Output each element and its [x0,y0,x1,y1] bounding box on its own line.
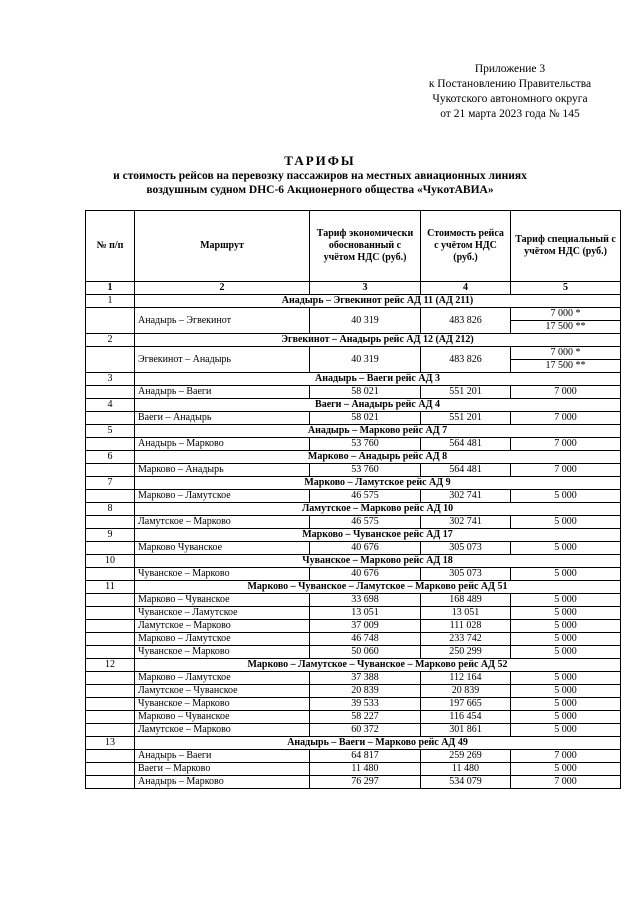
route-cell: Анадырь – Ваеги [135,750,310,763]
group-number: 2 [86,334,135,347]
special-tariff-cell: 5 000 [511,763,621,776]
route-group-header-row [86,399,621,412]
column-number: 2 [135,282,310,295]
special-tariff-cell: 5 000 [511,724,621,737]
group-number: 4 [86,399,135,412]
table-row [86,724,621,737]
route-group-header-row [86,451,621,464]
group-title: Эгвекинот – Анадырь рейс АД 12 (АД 212) [135,334,621,347]
route-cell: Анадырь – Марково [135,776,310,789]
group-title: Марково – Чуванское рейс АД 17 [135,529,621,542]
cost-cell: 551 201 [421,412,511,425]
title-sub: и стоимость рейсов на перевозку пассажиров на местных авиационных линиях [113,170,527,182]
annex-line: Приложение 3 [474,63,546,75]
table-row [86,568,621,581]
empty-num-cell [86,568,135,581]
route-group-header-row [86,295,621,308]
route-group-header-row [86,334,621,347]
empty-num-cell [86,685,135,698]
annex-block [385,62,635,122]
special-tariff-cell: 5 000 [511,620,621,633]
table-row [86,750,621,763]
tariff-cell: 64 817 [310,750,421,763]
group-title: Марково – Анадырь рейс АД 8 [135,451,621,464]
group-title: Анадырь – Эгвекинот рейс АД 11 (АД 211) [135,295,621,308]
table-row [86,620,621,633]
tariff-cell: 40 319 [310,347,421,373]
route-group-header-row [86,737,621,750]
cost-cell: 483 826 [421,347,511,373]
empty-num-cell [86,490,135,503]
cost-cell: 250 299 [421,646,511,659]
tariff-cell: 46 575 [310,490,421,503]
table-body [86,295,621,789]
group-number: 13 [86,737,135,750]
group-number: 7 [86,477,135,490]
header-route: Маршрут [135,211,310,282]
table-row [86,347,621,360]
special-tariff-cell: 7 000 [511,412,621,425]
document-title [0,152,640,197]
column-number-row [86,282,621,295]
group-title: Ваеги – Анадырь рейс АД 4 [135,399,621,412]
tariff-cell: 58 021 [310,386,421,399]
special-tariff-cell: 5 000 [511,516,621,529]
table-row [86,763,621,776]
group-title: Марково – Ламутское рейс АД 9 [135,477,621,490]
special-tariff-cell: 7 000 * [511,347,621,360]
cost-cell: 302 741 [421,516,511,529]
group-number: 1 [86,295,135,308]
empty-num-cell [86,698,135,711]
tariff-table [85,210,621,789]
table-row [86,308,621,321]
header-special: Тариф специальный с учётом НДС (руб.) [511,211,621,282]
cost-cell: 11 480 [421,763,511,776]
route-cell: Чуванское – Ламутское [135,607,310,620]
route-group-header-row [86,581,621,594]
table-row [86,711,621,724]
special-tariff-cell: 5 000 [511,711,621,724]
empty-num-cell [86,646,135,659]
empty-num-cell [86,672,135,685]
route-cell: Ламутское – Марково [135,620,310,633]
group-number: 3 [86,373,135,386]
route-cell: Марково Чуванское [135,542,310,555]
route-cell: Марково – Анадырь [135,464,310,477]
cost-cell: 534 079 [421,776,511,789]
tariff-cell: 46 575 [310,516,421,529]
cost-cell: 197 665 [421,698,511,711]
empty-num-cell [86,347,135,373]
cost-cell: 301 861 [421,724,511,737]
special-tariff-cell: 5 000 [511,698,621,711]
group-number: 8 [86,503,135,516]
group-number: 9 [86,529,135,542]
group-number: 11 [86,581,135,594]
cost-cell: 168 489 [421,594,511,607]
empty-num-cell [86,620,135,633]
special-tariff-cell: 17 500 ** [511,360,621,373]
table-row [86,594,621,607]
tariff-cell: 40 319 [310,308,421,334]
title-sub: воздушным судном DHC-6 Акционерного общества «ЧукотАВИА» [146,184,494,196]
table-row [86,672,621,685]
annex-line: к Постановлению Правительства [428,78,592,90]
special-tariff-cell: 7 000 [511,438,621,451]
tariff-cell: 53 760 [310,438,421,451]
cost-cell: 13 051 [421,607,511,620]
table-row [86,464,621,477]
special-tariff-cell: 5 000 [511,672,621,685]
table-row [86,776,621,789]
empty-num-cell [86,308,135,334]
special-tariff-cell: 17 500 ** [511,321,621,334]
tariff-cell: 58 021 [310,412,421,425]
route-cell: Ламутское – Марково [135,724,310,737]
cost-cell: 233 742 [421,633,511,646]
group-number: 6 [86,451,135,464]
table-row [86,542,621,555]
route-cell: Анадырь – Ваеги [135,386,310,399]
empty-num-cell [86,542,135,555]
table-row [86,516,621,529]
route-group-header-row [86,659,621,672]
table-header-row [86,211,621,282]
table-row [86,607,621,620]
cost-cell: 116 454 [421,711,511,724]
cost-cell: 259 269 [421,750,511,763]
route-group-header-row [86,529,621,542]
special-tariff-cell: 5 000 [511,646,621,659]
cost-cell: 112 164 [421,672,511,685]
special-tariff-cell: 7 000 [511,750,621,763]
column-number: 1 [86,282,135,295]
route-cell: Анадырь – Марково [135,438,310,451]
group-number: 12 [86,659,135,672]
route-cell: Марково – Ламутское [135,633,310,646]
tariff-cell: 33 698 [310,594,421,607]
table-row [86,412,621,425]
route-group-header-row [86,503,621,516]
special-tariff-cell: 5 000 [511,594,621,607]
tariff-cell: 53 760 [310,464,421,477]
cost-cell: 302 741 [421,490,511,503]
special-tariff-cell: 5 000 [511,607,621,620]
route-cell: Ваеги – Анадырь [135,412,310,425]
group-number: 5 [86,425,135,438]
empty-num-cell [86,724,135,737]
table-row [86,490,621,503]
annex-line: Чукотского автономного округа [432,93,588,105]
tariff-cell: 11 480 [310,763,421,776]
table-row [86,438,621,451]
cost-cell: 564 481 [421,438,511,451]
group-title: Чуванское – Марково рейс АД 18 [135,555,621,568]
route-cell: Анадырь – Эгвекинот [135,308,310,334]
group-title: Анадырь – Ваеги рейс АД 3 [135,373,621,386]
empty-num-cell [86,412,135,425]
special-tariff-cell: 5 000 [511,542,621,555]
empty-num-cell [86,750,135,763]
group-title: Ламутское – Марково рейс АД 10 [135,503,621,516]
route-group-header-row [86,555,621,568]
cost-cell: 564 481 [421,464,511,477]
column-number: 4 [421,282,511,295]
title-main: ТАРИФЫ [284,153,356,168]
route-cell: Марково – Ламутское [135,490,310,503]
special-tariff-cell: 5 000 [511,685,621,698]
special-tariff-cell: 5 000 [511,633,621,646]
tariff-cell: 39 533 [310,698,421,711]
cost-cell: 111 028 [421,620,511,633]
empty-num-cell [86,438,135,451]
group-title: Анадырь – Марково рейс АД 7 [135,425,621,438]
special-tariff-cell: 5 000 [511,490,621,503]
route-cell: Марково – Ламутское [135,672,310,685]
special-tariff-cell: 7 000 * [511,308,621,321]
empty-num-cell [86,776,135,789]
table-row [86,386,621,399]
special-tariff-cell: 7 000 [511,386,621,399]
empty-num-cell [86,464,135,477]
route-cell: Эгвекинот – Анадырь [135,347,310,373]
annex-line: от 21 марта 2023 года № 145 [440,108,580,120]
empty-num-cell [86,607,135,620]
tariff-cell: 13 051 [310,607,421,620]
tariff-cell: 40 676 [310,542,421,555]
cost-cell: 20 839 [421,685,511,698]
header-tariff: Тариф экономически обоснованный с учётом НДС (руб.) [310,211,421,282]
tariff-cell: 76 297 [310,776,421,789]
cost-cell: 305 073 [421,568,511,581]
tariff-cell: 58 227 [310,711,421,724]
table-row [86,633,621,646]
column-number: 3 [310,282,421,295]
route-cell: Чуванское – Марково [135,646,310,659]
table-row [86,698,621,711]
special-tariff-cell: 7 000 [511,776,621,789]
cost-cell: 483 826 [421,308,511,334]
empty-num-cell [86,633,135,646]
route-cell: Чуванское – Марково [135,698,310,711]
empty-num-cell [86,763,135,776]
route-cell: Марково – Чуванское [135,594,310,607]
group-title: Анадырь – Ваеги – Марково рейс АД 49 [135,737,621,750]
tariff-cell: 50 060 [310,646,421,659]
table-row [86,685,621,698]
tariff-cell: 60 372 [310,724,421,737]
empty-num-cell [86,594,135,607]
header-cost: Стоимость рейса с учётом НДС (руб.) [421,211,511,282]
route-group-header-row [86,373,621,386]
route-group-header-row [86,425,621,438]
cost-cell: 305 073 [421,542,511,555]
route-cell: Чуванское – Марково [135,568,310,581]
special-tariff-cell: 7 000 [511,464,621,477]
table-row [86,646,621,659]
header-num: № п/п [86,211,135,282]
tariff-cell: 37 388 [310,672,421,685]
column-number: 5 [511,282,621,295]
route-cell: Ваеги – Марково [135,763,310,776]
tariff-cell: 37 009 [310,620,421,633]
tariff-cell: 40 676 [310,568,421,581]
empty-num-cell [86,711,135,724]
group-title: Марково – Чуванское – Ламутское – Марково рейс АД 51 [135,581,621,594]
route-group-header-row [86,477,621,490]
route-cell: Марково – Чуванское [135,711,310,724]
group-number: 10 [86,555,135,568]
route-cell: Ламутское – Чуванское [135,685,310,698]
cost-cell: 551 201 [421,386,511,399]
group-title: Марково – Ламутское – Чуванское – Марково рейс АД 52 [135,659,621,672]
empty-num-cell [86,516,135,529]
tariff-cell: 46 748 [310,633,421,646]
route-cell: Ламутское – Марково [135,516,310,529]
tariff-cell: 20 839 [310,685,421,698]
empty-num-cell [86,386,135,399]
special-tariff-cell: 5 000 [511,568,621,581]
